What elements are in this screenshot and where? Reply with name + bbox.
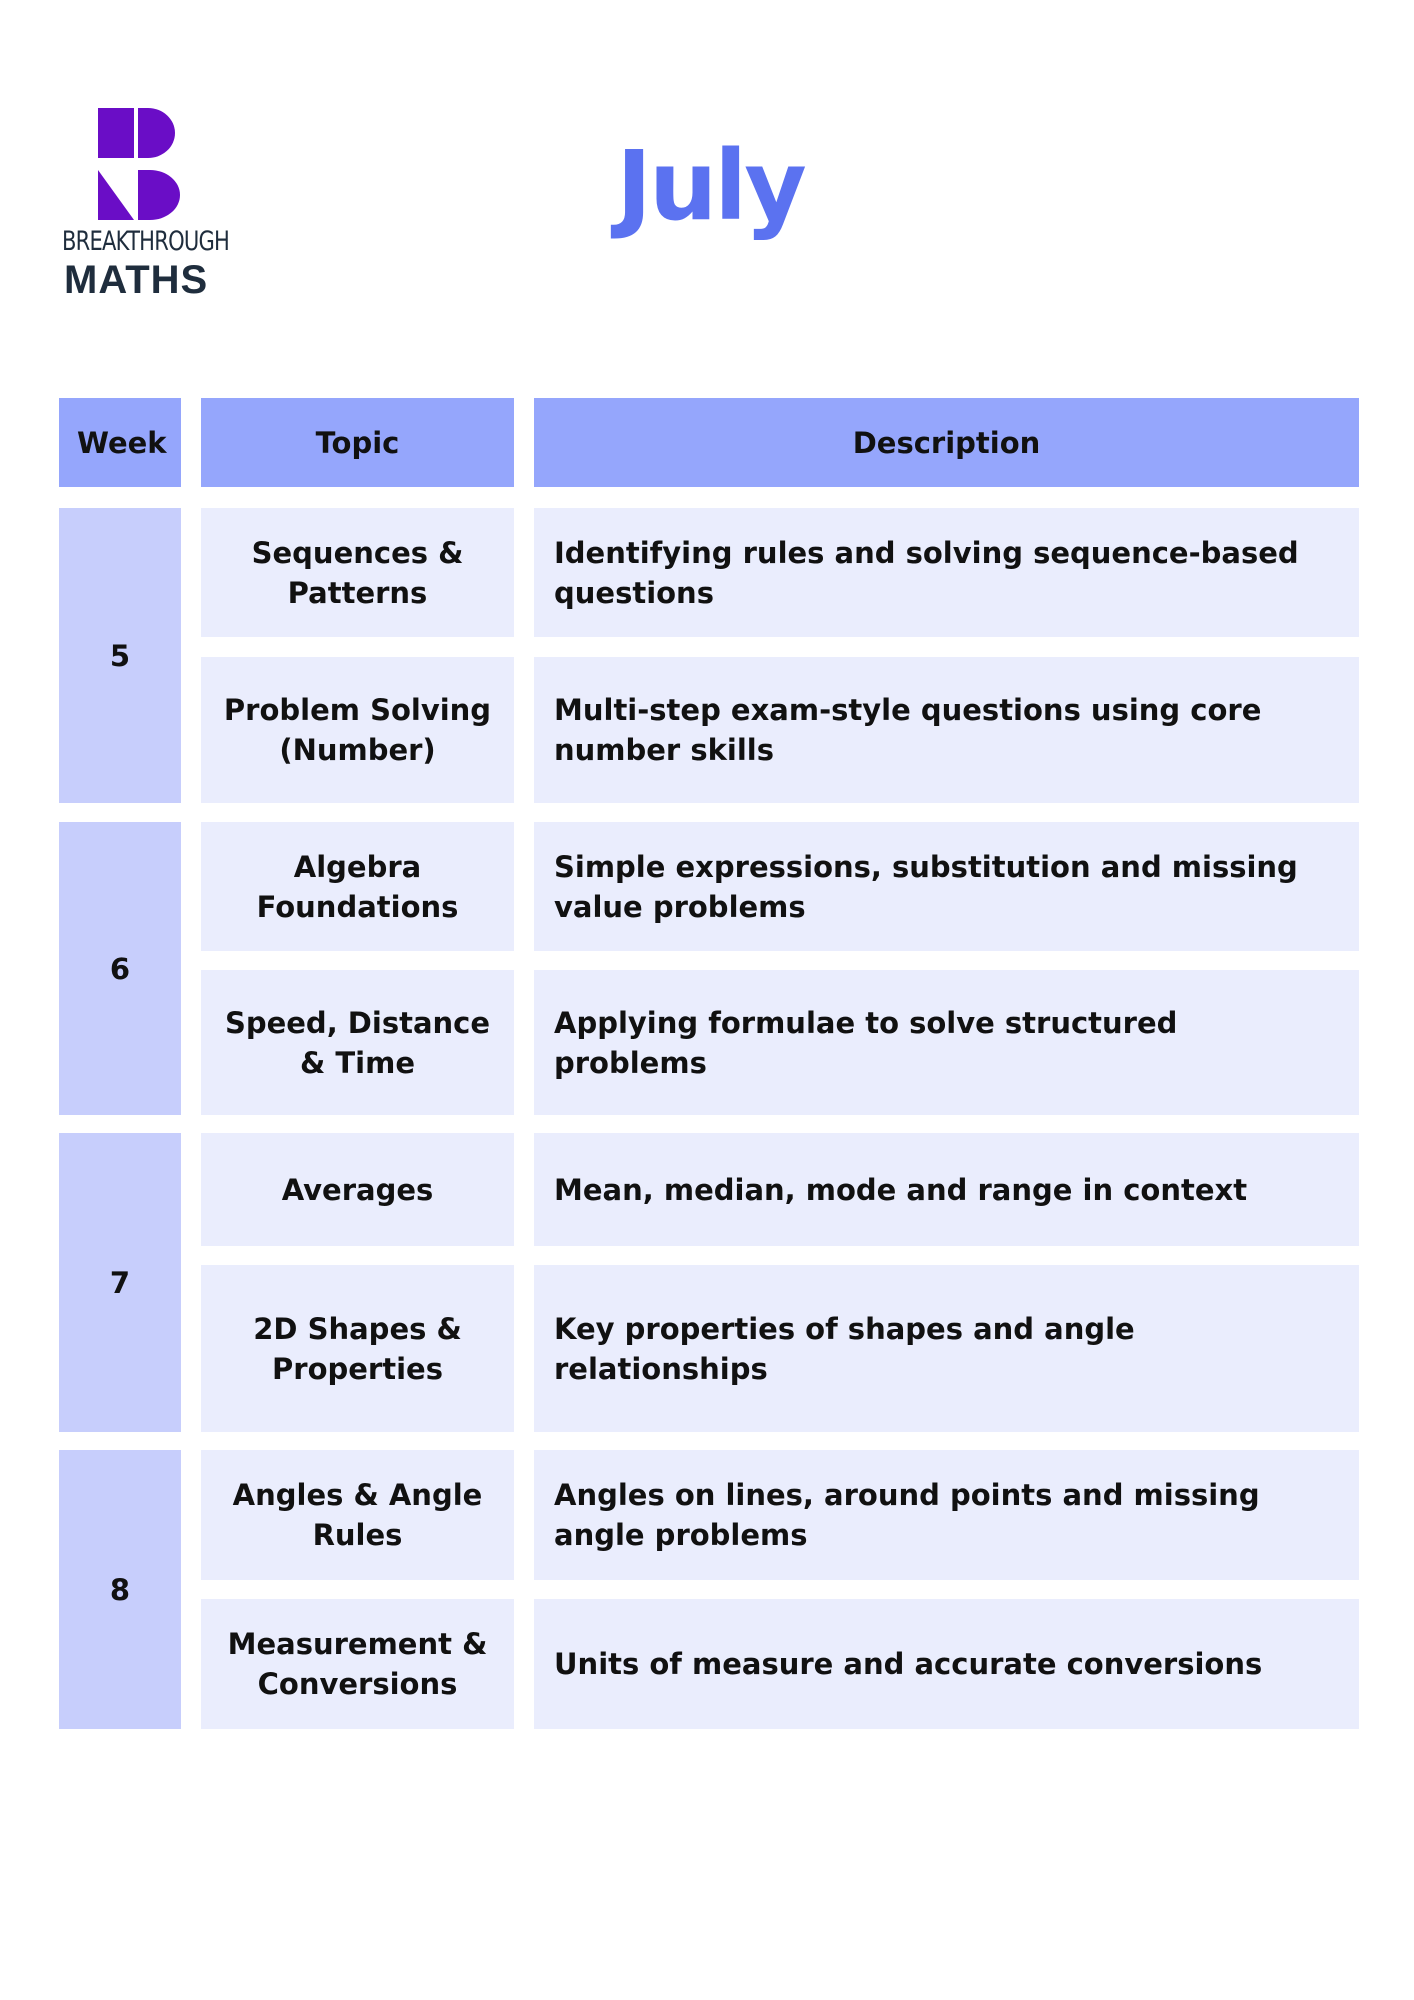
topic-cell: Measurement & Conversions [201,1599,514,1729]
description-cell: Mean, median, mode and range in context [534,1133,1359,1246]
logo-text-breakthrough: BREAKTHROUGH [62,226,230,257]
description-cell: Simple expressions, substitution and missing value problems [534,822,1359,951]
description-cell: Multi-step exam-style questions using core number skills [534,657,1359,803]
week-cell: 7 [59,1133,181,1432]
topic-cell: Problem Solving (Number) [201,657,514,803]
breakthrough-maths-logo [62,108,232,302]
description-cell: Key properties of shapes and angle relationships [534,1265,1359,1432]
header-description: Description [534,398,1359,487]
week-cell: 8 [59,1450,181,1729]
topic-cell: Sequences & Patterns [201,508,514,637]
logo-text-maths: MATHS [64,258,209,302]
description-cell: Units of measure and accurate conversions [534,1599,1359,1729]
description-cell: Identifying rules and solving sequence-based questions [534,508,1359,637]
header-topic: Topic [201,398,514,487]
topic-cell: Speed, Distance & Time [201,970,514,1115]
week-cell: 6 [59,822,181,1115]
description-cell: Applying formulae to solve structured problems [534,970,1359,1115]
topic-cell: 2D Shapes & Properties [201,1265,514,1432]
description-cell: Angles on lines, around points and missing angle problems [534,1450,1359,1580]
page-title: July [616,130,804,242]
logo-b-icon [98,108,188,226]
topic-cell: Angles & Angle Rules [201,1450,514,1580]
week-cell: 5 [59,508,181,803]
topic-cell: Averages [201,1133,514,1246]
topic-cell: Algebra Foundations [201,822,514,951]
header-week: Week [59,398,181,487]
